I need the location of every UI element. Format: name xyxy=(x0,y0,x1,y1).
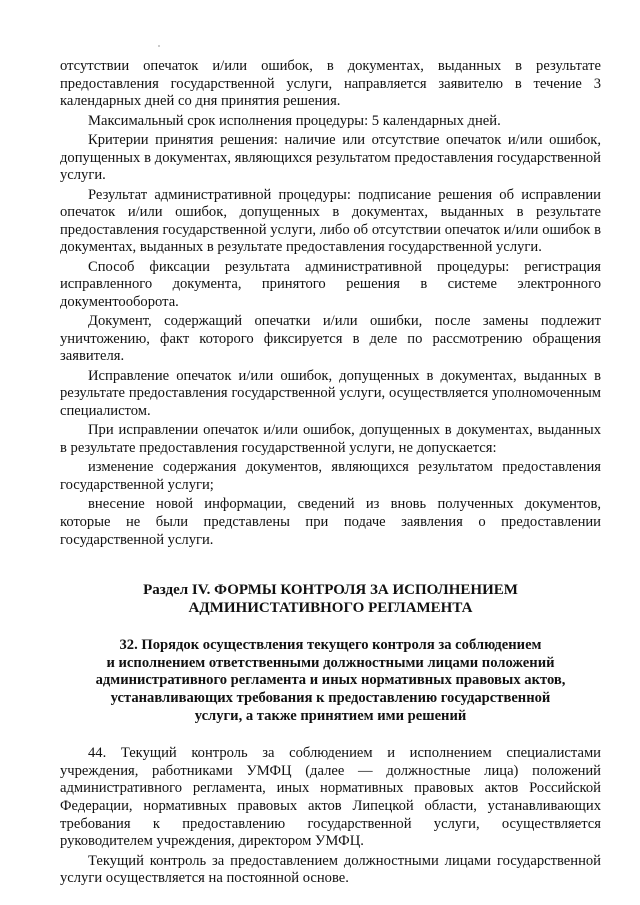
subsection-heading-line: 32. Порядок осуществления текущего контроля за соблюдением xyxy=(119,637,542,654)
section-heading-line: АДМИНИСТАТИВНОГО РЕГЛАМЕНТА xyxy=(188,600,473,617)
paragraph-procedure-result: Результат административной процедуры: подписание решения об исправлении опечаток и/или ошибок, допущенных в документах, выданных в результате предоставления государственной услуги, либо об отсутствии опечаток и/или ошибок в документах, выданных в результате предоставления государственной услуги. xyxy=(60,186,601,256)
paragraph-permanent-basis: Текущий контроль за предоставлением должностными лицами государственной услуги осуществляется на постоянной основе. xyxy=(60,852,601,887)
paragraph-fixation-method: Способ фиксации результата административной процедуры: регистрация исправленного документа, принятого решения в системе электронного документооборота. xyxy=(60,258,601,310)
paragraph-max-term: Максимальный срок исполнения процедуры: 5 календарных дней. xyxy=(88,112,501,129)
subsection-heading-line: административного регламента и иных нормативных правовых актов, xyxy=(95,672,566,689)
document-body xyxy=(60,58,601,890)
subsection-heading-line: услуги, а также принятием ими решений xyxy=(194,707,467,724)
paragraph-current-control: 44. Текущий контроль за соблюдением и исполнением специалистами учреждения, работниками УМФЦ (далее — должностные лица) положений административного регламента, иных нормативных правовых актов Российской Федерации, нормативных правовых актов Липецкой области, устанавливающих требования к предоставлению государственной услуги, осуществляется руководителем учреждения, директором УМФЦ. xyxy=(60,745,601,850)
section-heading-line: Раздел IV. ФОРМЫ КОНТРОЛЯ ЗА ИСПОЛНЕНИЕМ xyxy=(143,582,518,599)
paragraph-not-allowed: При исправлении опечаток и/или ошибок, допущенных в документах, выданных в результате предоставления государственной услуги, не допускается: xyxy=(60,422,601,457)
paragraph-continuation: отсутствии опечаток и/или ошибок, в документах, выданных в результате предоставления государственной услуги, направляется заявителю в течение 3 календарных дней со дня принятия решения. xyxy=(60,58,601,110)
control-section-body xyxy=(60,745,601,888)
section-heading xyxy=(60,581,601,617)
paragraph-new-info: внесение новой информации, сведений из вновь полученных документов, которые не были представлены при подаче заявления о предоставлении государственной услуги. xyxy=(60,496,601,548)
subsection-heading xyxy=(60,637,601,725)
paragraph-document-destruction: Документ, содержащий опечатки и/или ошибки, после замены подлежит уничтожению, факт которого фиксируется в деле по рассмотрению обращения заявителя. xyxy=(60,313,601,365)
paragraph-content-change: изменение содержания документов, являющихся результатом предоставления государственной услуги; xyxy=(60,459,601,494)
paragraph-decision-criteria: Критерии принятия решения: наличие или отсутствие опечаток и/или ошибок, допущенных в документах, являющихся результатом предоставления государственной услуги. xyxy=(60,131,601,184)
paragraph-correction-responsible: Исправление опечаток и/или ошибок, допущенных в документах, выданных в результате предоставления государственной услуги, осуществляется уполномоченным специалистом. xyxy=(60,367,601,420)
scan-artifact-dot xyxy=(158,45,160,47)
subsection-heading-line: и исполнением ответственными должностными лицами положений xyxy=(106,654,555,671)
subsection-heading-line: устанавливающих требования к предоставлению государственной xyxy=(110,689,551,706)
